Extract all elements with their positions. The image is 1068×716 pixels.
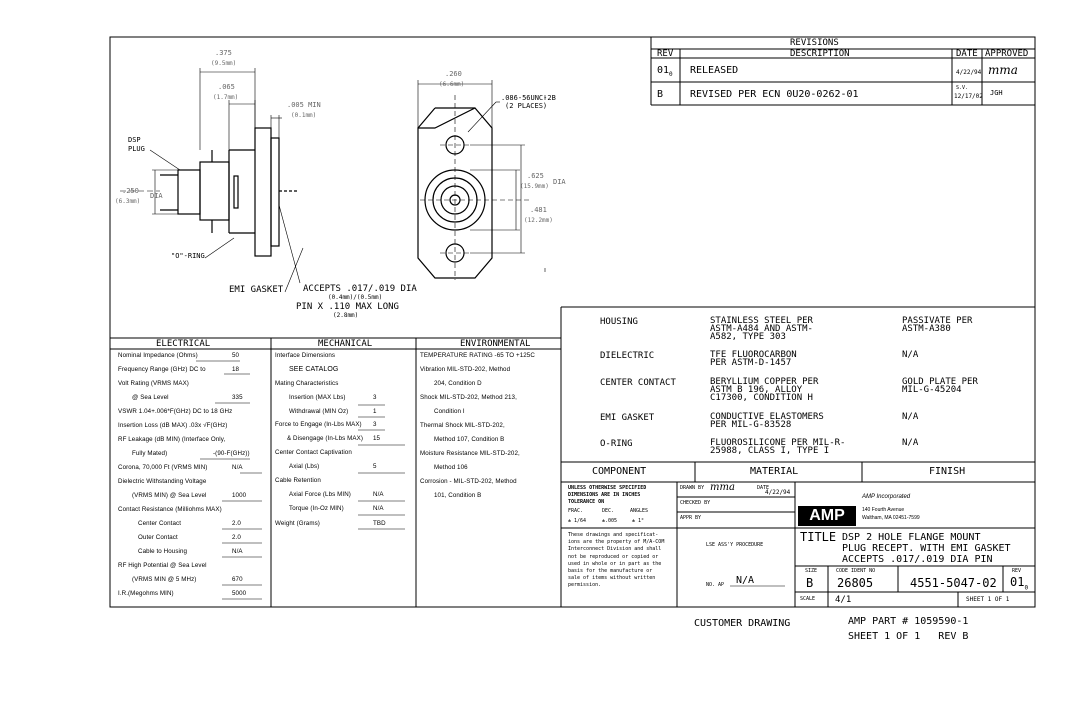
- material-component: O-RING: [600, 439, 633, 449]
- title-label: TITLE: [800, 530, 837, 544]
- proprietary-note: These drawings and specificat- ions are the property of M/A-COM Interconnect Division and shall not be reproduced or copied or used in whole or in part as the basis for the manufacture or sale of items without written permission.: [568, 532, 665, 589]
- rev-row-2-date-top: S.V.: [956, 85, 969, 91]
- rev-label: REV: [1012, 568, 1022, 574]
- rev-row-1-date: 4/22/94: [956, 69, 982, 76]
- frac-label: FRAC.: [568, 508, 584, 514]
- material-spec: TFE FLUOROCARBON PER ASTM-D-1457: [710, 350, 797, 368]
- o-ring-label: "O"-RING: [171, 252, 205, 260]
- electrical-row-value: 335: [232, 394, 243, 401]
- dim-065: .065: [218, 83, 235, 91]
- environmental-row: Method 106: [434, 464, 468, 471]
- environmental-row: Method 107, Condition B: [434, 436, 505, 443]
- no-ap-label: NO. AP: [706, 582, 725, 588]
- customer-drawing: CUSTOMER DRAWING: [694, 618, 791, 629]
- date-label: DATE: [757, 485, 770, 491]
- environmental-row: Vibration MIL-STD-202, Method: [420, 366, 511, 373]
- mechanical-row-label: Withdrawal (MIN Oz): [289, 408, 349, 415]
- electrical-row-label: Outer Contact: [138, 534, 178, 541]
- mechanical-row-value: N/A: [373, 505, 384, 512]
- material-finish: N/A: [902, 350, 919, 360]
- electrical-row-value: 18: [232, 366, 240, 373]
- checked-by-label: CHECKED BY: [680, 500, 711, 506]
- environmental-row: 204, Condition D: [434, 380, 482, 387]
- dim-625: .625: [527, 172, 544, 180]
- desc-header: DESCRIPTION: [790, 49, 850, 59]
- revisions-title: REVISIONS: [790, 38, 839, 48]
- dim-250-mm: (6.3mm): [115, 198, 141, 205]
- material-finish: N/A: [902, 438, 919, 448]
- amp-part-number: AMP PART # 1059590-1: [848, 616, 969, 627]
- electrical-row-label: VSWR 1.04+.006*F(GHz) DC to 18 GHz: [118, 408, 233, 415]
- mechanical-row-label: Mating Characteristics: [275, 380, 339, 387]
- angles-value: ± 1°: [632, 518, 645, 524]
- mechanical-row-label: Axial Force (Lbs MIN): [289, 491, 351, 498]
- approved-header: APPROVED: [985, 49, 1029, 59]
- dim-005-mm: (0.1mm): [291, 112, 317, 119]
- electrical-row-label: Nominal Impedance (Ohms): [118, 352, 198, 359]
- electrical-row-value: 50: [232, 352, 240, 359]
- dec-label: DEC.: [602, 508, 615, 514]
- size-label: SIZE: [805, 568, 818, 574]
- mechanical-row-value: TBD: [373, 520, 386, 527]
- electrical-row-label: Contact Resistance (Milliohms MAX): [118, 506, 222, 513]
- electrical-row-label: RF Leakage (dB MIN) (Interface Only,: [118, 436, 226, 443]
- mechanical-row-label: Axial (Lbs): [289, 463, 320, 470]
- component-header: COMPONENT: [592, 466, 647, 477]
- drawn-by-signature: mma: [710, 482, 735, 493]
- electrical-row-label: Volt Rating (VRMS MAX): [118, 380, 189, 387]
- sheet-label: SHEET 1 OF 1: [966, 596, 1010, 603]
- rev-row-2-desc: REVISED PER ECN 0U20-0262-01: [690, 89, 859, 100]
- material-spec: FLUOROSILICONE PER MIL-R- 25988, CLASS I, TYPE I: [710, 438, 846, 456]
- material-component: EMI GASKET: [600, 413, 655, 423]
- electrical-row-label: Frequency Range (GHz) DC to: [118, 366, 206, 373]
- mechanical-row-label: Insertion (MAX Lbs): [289, 394, 346, 401]
- material-header: MATERIAL: [750, 466, 799, 477]
- mechanical-row-label: Weight (Grams): [275, 520, 320, 527]
- mechanical-row-label: SEE CATALOG: [289, 366, 339, 373]
- electrical-row-label: I.R.(Megohms MIN): [118, 590, 174, 597]
- material-finish: GOLD PLATE PER MIL-G-45204: [902, 377, 978, 395]
- rev-header: REV: [657, 49, 674, 59]
- appr-by-label: APPR BY: [680, 515, 702, 521]
- drawn-by-label: DRAWN BY: [680, 485, 705, 491]
- dec-value: ±.005: [602, 518, 618, 524]
- electrical-row-value: N/A: [232, 548, 243, 555]
- no-ap-value: N/A: [736, 575, 755, 586]
- electrical-header: ELECTRICAL: [156, 339, 211, 349]
- dim-250-dia: DIA: [150, 192, 163, 200]
- mechanical-row-value: 15: [373, 435, 381, 442]
- electrical-row-label: Dielectric Withstanding Voltage: [118, 478, 207, 485]
- drawing-title: DSP 2 HOLE FLANGE MOUNT PLUG RECEPT. WITH EMI GASKET ACCEPTS .017/.019 DIA PIN: [842, 532, 1011, 565]
- date-header: DATE: [956, 49, 978, 59]
- electrical-row-value: N/A: [232, 464, 243, 471]
- footer-sheet: SHEET 1 OF 1 REV B: [848, 631, 969, 642]
- electrical-row-value: 670: [232, 576, 243, 583]
- mechanical-row-label: Interface Dimensions: [275, 352, 336, 359]
- material-finish: PASSIVATE PER ASTM-A380: [902, 316, 973, 334]
- material-component: CENTER CONTACT: [600, 378, 676, 388]
- material-spec: BERYLLIUM COPPER PER ASTM B 196, ALLOY C17300, CONDITION H: [710, 377, 819, 403]
- material-finish: N/A: [902, 412, 919, 422]
- dim-375-mm: (9.5mm): [211, 60, 237, 67]
- rev-row-1-approved-signature: mma: [988, 63, 1018, 77]
- dim-250: .250: [122, 187, 139, 195]
- company-name: AMP Incorporated: [862, 494, 911, 500]
- dim-625-mm: (15.9mm): [520, 183, 549, 190]
- lse-label: LSE ASS'Y PROCEDURE: [706, 542, 764, 548]
- material-spec: CONDUCTIVE ELASTOMERS PER MIL-G-83528: [710, 412, 824, 430]
- drawn-date: 4/22/94: [765, 489, 791, 496]
- finish-header: FINISH: [929, 466, 966, 477]
- mechanical-row-label: Cable Retention: [275, 477, 321, 484]
- thread-label: .086-56UNC-2B: [501, 94, 556, 102]
- mechanical-row-value: 3: [373, 394, 377, 401]
- rev-row-1-rev: $01_0$: [657, 65, 673, 78]
- dim-375: .375: [215, 49, 232, 57]
- mechanical-row-value: 5: [373, 463, 377, 470]
- mechanical-row-value: N/A: [373, 491, 384, 498]
- mechanical-row-value: 1: [373, 408, 377, 415]
- environmental-row: Corrosion - MIL-STD-202, Method: [420, 478, 517, 485]
- dim-065-mm: (1.7mm): [213, 94, 239, 101]
- rev-value: $01_0$: [1010, 575, 1029, 592]
- amp-logo: AMP: [798, 506, 856, 526]
- tolerance-note: UNLESS OTHERWISE SPECIFIED DIMENSIONS ARE IN INCHES TOLERANCE ON: [568, 485, 647, 505]
- scale-value: 4/1: [835, 595, 852, 605]
- scale-label: SCALE: [800, 596, 816, 602]
- environmental-row: Shock MIL-STD-202, Method 213,: [420, 394, 517, 401]
- frac-value: ± 1/64: [568, 518, 587, 524]
- electrical-row-label: Corona, 70,000 Ft (VRMS MIN): [118, 464, 208, 471]
- emi-gasket-label: EMI GASKET: [229, 285, 284, 295]
- environmental-row: Thermal Shock MIL-STD-202,: [420, 422, 505, 429]
- mechanical-header: MECHANICAL: [318, 339, 373, 349]
- dsp-plug-label: DSP PLUG: [128, 136, 145, 153]
- material-component: HOUSING: [600, 317, 638, 327]
- electrical-row-value: 1000: [232, 492, 247, 499]
- dim-260-mm: (6.6mm): [439, 81, 465, 88]
- code-ident-label: CODE IDENT NO: [836, 568, 876, 574]
- mechanical-row-label: Center Contact Captivation: [275, 449, 352, 456]
- electrical-row-value: 5000: [232, 590, 247, 597]
- environmental-row: TEMPERATURE RATING -65 TO +125C: [420, 352, 535, 359]
- electrical-row-label: (VRMS MIN @ 5 MHz): [132, 576, 197, 583]
- company-address-1: 140 Fourth Avenue: [862, 507, 905, 513]
- environmental-header: ENVIRONMENTAL: [460, 339, 531, 349]
- accepts-label: ACCEPTS .017/.019 DIA: [303, 284, 417, 294]
- electrical-row-label: @ Sea Level: [132, 394, 169, 401]
- rev-row-2-date: 12/17/02: [954, 93, 983, 100]
- size-value: B: [806, 576, 814, 590]
- environmental-row: Moisture Resistance MIL-STD-202,: [420, 450, 520, 457]
- pin-label: PIN X .110 MAX LONG: [296, 302, 399, 312]
- dim-625-dia: DIA: [553, 178, 566, 186]
- electrical-row-value: 2.0: [232, 520, 241, 527]
- material-spec: STAINLESS STEEL PER ASTM-A484 AND ASTM- A582, TYPE 303: [710, 316, 813, 342]
- mechanical-row-label: Force to Engage (In-Lbs MAX): [275, 421, 362, 428]
- pin-mm: (2.8mm): [333, 312, 359, 319]
- company-address-2: Waltham, MA 02451-7599: [862, 515, 920, 521]
- electrical-row-label: RF High Potential @ Sea Level: [118, 562, 207, 569]
- thread-note: (2 PLACES): [505, 102, 548, 110]
- accepts-mm: (0.4mm)/(0.5mm): [328, 294, 383, 301]
- angles-label: ANGLES: [630, 508, 649, 514]
- electrical-row-label: Fully Mated): [132, 450, 168, 457]
- drawing-number: 4551-5047-02: [910, 576, 997, 590]
- mechanical-row-value: 3: [373, 421, 377, 428]
- mechanical-row-label: & Disengage (In-Lbs MAX): [287, 435, 363, 442]
- electrical-row-value: -(90-F(GHz)): [213, 450, 250, 457]
- mechanical-row-label: Torque (In-Oz MIN): [289, 505, 344, 512]
- rev-row-2-rev: B: [657, 89, 664, 100]
- environmental-row: Condition I: [434, 408, 465, 415]
- electrical-row-label: Cable to Housing: [138, 548, 188, 555]
- rev-row-1-desc: RELEASED: [690, 65, 739, 76]
- electrical-row-label: Center Contact: [138, 520, 182, 527]
- electrical-row-label: Insertion Loss (dB MAX) .03x √F(GHz): [118, 422, 228, 429]
- electrical-row-label: (VRMS MIN) @ Sea Level: [132, 492, 207, 499]
- dim-260: .260: [445, 70, 462, 78]
- rev-row-2-approved: JGH: [990, 89, 1003, 97]
- dim-481-mm: (12.2mm): [524, 217, 553, 224]
- dim-481: .481: [530, 206, 547, 214]
- code-ident-value: 26805: [837, 576, 874, 590]
- environmental-row: 101, Condition B: [434, 492, 482, 499]
- material-component: DIELECTRIC: [600, 351, 655, 361]
- electrical-row-value: 2.0: [232, 534, 241, 541]
- dim-005: .005 MIN: [287, 101, 321, 109]
